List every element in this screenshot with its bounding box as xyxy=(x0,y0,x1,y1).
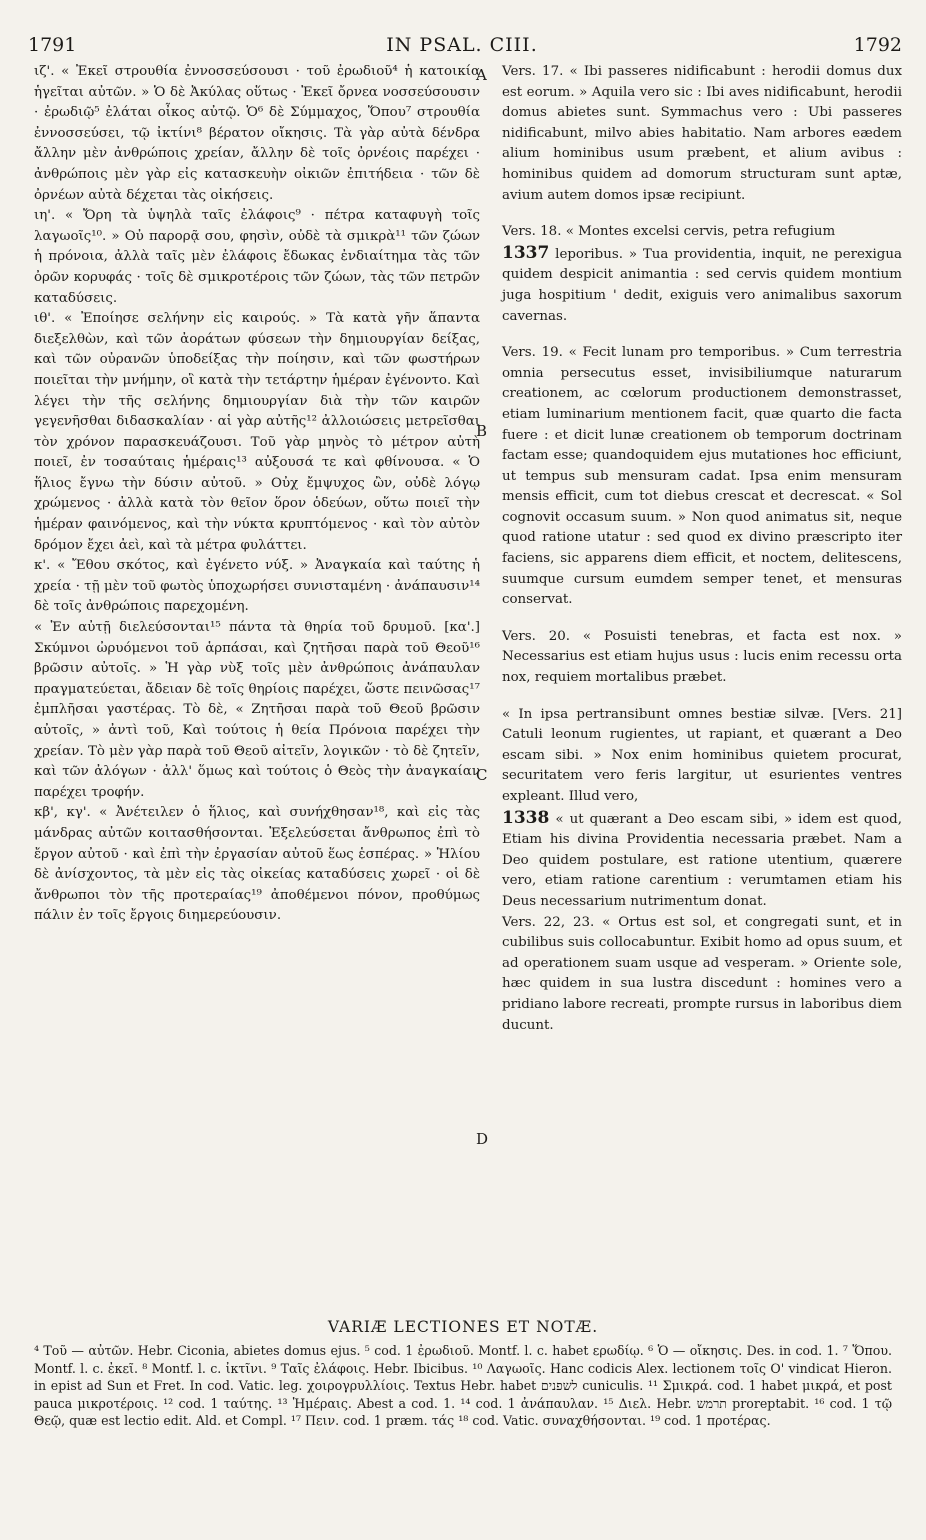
margin-letter-b: B xyxy=(476,422,488,440)
latin-text: « ut quærant a Deo escam sibi, » idem est quod, Etiam his divina Providentia necessaria præbet. Nam a Deo quidem postulare, est ratione utentium, quærere vero, etiam ratione carentium : verumtamen etiam his Deus necessarium nutrimentum donat. xyxy=(502,811,902,909)
latin-paragraph: Vers. 20. « Posuisti tenebras, et facta est nox. » Necessarius est etiam hujus usus : lucis enim recessu orta nox, requiem mortalibus præbet. xyxy=(502,628,902,686)
greek-paragraph: ιη'. « Ὄρη τὰ ὑψηλὰ ταῖς ἐλάφοις⁹ · πέτρα καταφυγὴ τοῖς λαγωοῖς¹⁰. » Οὐ παρορᾷ σου, φησὶν, οὐδὲ τὰ σμικρὰ¹¹ τῶν ζώων ἡ πρόνοια, ἀλλὰ ταῖς μὲν ἐλάφοις ἔδωκας ἐνδιαίτημα τὰς τῶν ὀρῶν κορυφάς · τοῖς δὲ σμικροτέροις τῶν ζώων, τὰς τῶν πετρῶν καταδύσεις. xyxy=(34,208,480,306)
page-number-right: 1792 xyxy=(853,34,902,56)
greek-paragraph: κ'. « Ἔθου σκότος, καὶ ἐγένετο νύξ. » Ἀναγκαία καὶ ταύτης ἡ χρεία · τῇ μὲν τοῦ φωτὸς ὑποχωρήσει συνισταμένη · ἀνάπαυσιν¹⁴ δὲ τοῖς ἀνθρώποις παρεχομένη. xyxy=(34,558,480,615)
latin-paragraph xyxy=(502,243,902,327)
greek-paragraph: ιθ'. « Ἐποίησε σελήνην εἰς καιρούς. » Τὰ κατὰ γῆν ἅπαντα διεξελθὼν, καὶ τῶν ἀοράτων φύσεων τὴν δημιουργίαν δείξας, καὶ τῶν οὐρανῶν ὑποδείξας τὴν ποίησιν, καὶ τῶν φωστήρων ποιεῖται τὴν μνήμην, οἳ κατὰ τὴν τετάρτην ἡμέραν ἐγένοντο. Καὶ λέγει τὴν τῆς σελήνης δημιουργίαν διὰ τὴν τῶν καιρῶν γεγενῆσθαι διδασκαλίαν · αἱ γὰρ αὐτῆς¹² ἀλλοιώσεις μετρεῖσθαι τὸν χρόνον παρασκευάζουσι. Τοῦ γὰρ μηνὸς τὸ μέτρον αὐτὴ ποιεῖ, ἐν τοσαύταις ἡμέραις¹³ αὐξουσά τε καὶ φθίνουσα. « Ὁ ἥλιος ἔγνω τὴν δύσιν αὐτοῦ. » Οὐχ ἔμψυχος ὢν, οὐδὲ λόγῳ χρώμενος · ἀλλὰ κατὰ τὸν θεῖον ὅρον ὁδεύων, οὕτω ποιεῖ τὴν ἡμέραν φαινόμενος, καὶ τὴν νύκτα κρυπτόμενος · καὶ τὸν αὐτὸν δρόμον ἔχει ἀεὶ, καὶ τὰ μέτρα φυλάττει. xyxy=(34,311,480,553)
page-marker: 1337 xyxy=(502,242,550,263)
latin-paragraph: Vers. 19. « Fecit lunam pro temporibus. » Cum terrestria omnia persecutus esset, invisibiliumque naturarum creationem, ac cœlorum productionem demonstrasset, etiam luminarium mentionem facit, quæ quarto die facta fuere : et dicit lunæ creationem ob temporum doctrinam factam esse; quandoquidem ejus mutationes hoc efficiunt, ut tempus sub mensuram cadat. Ipsa enim mensuram mensis efficit, cum tot diebus crescat et decrescat. « Sol cognovit occasum suum. » Non quod animatus sit, neque quod ratione utatur : sed quod ex divino præscripto iter faciens, sic apparens diem efficit, et noctem, delitescens, suumque cursum eumdem semper tenet, et mensuras conservat. xyxy=(502,345,902,608)
latin-paragraph: Vers. 17. « Ibi passeres nidificabunt : herodii domus dux est eorum. » Aquila vero sic : Ibi aves nidificabunt, herodii domus abietes sunt. Symmachus vero : Ubi passeres nidificabunt, milvo abies habitatio. Nam arbores eædem alium hominibus usum præbent, et alium avibus : hominibus quidem ad domorum structuram sunt aptæ, avium autem domos ipsæ recipiunt. xyxy=(502,64,902,203)
running-header xyxy=(22,34,902,60)
latin-text: leporibus. » Tua providentia, inquit, ne perexigua quidem despicit animantia : sed cervis quidem montium juga hospitium ' dedit, exiguis vero animalibus saxorum cavernas. xyxy=(502,246,902,324)
greek-paragraph: κβ', κγ'. « Ἀνέτειλεν ὁ ἥλιος, καὶ συνήχθησαν¹⁸, καὶ εἰς τὰς μάνδρας αὐτῶν κοιτασθήσονται. Ἐξελεύσεται ἄνθρωπος ἐπὶ τὸ ἔργον αὐτοῦ · καὶ ἐπὶ τὴν ἐργασίαν αὐτοῦ ἕως ἑσπέρας. » Ἡλίου δὲ ἀνίσχοντος, τὰ μὲν εἰς τὰς οἰκείας καταδύσεις χωρεῖ · οἱ δὲ ἄνθρωποι τὸν τῆς προτεραίας¹⁹ ἀποθέμενοι πόνον, προθύμως πάλιν ἐν τοῖς ἔργοις διημερεύουσιν. xyxy=(34,805,480,924)
footnotes-body: ⁴ Τοῦ — αὐτῶν. Hebr. Ciconia, abietes domus ejus. ⁵ cod. 1 ἐρωδιοῦ. Montf. l. c. habet ερωδίῳ. ⁶ Ὁ — οἴκησις. Des. in cod. 1. ⁷ Ὅπου. Montf. l. c. ἐκεῖ. ⁸ Montf. l. c. ἰκτῖνι. ⁹ Ταῖς ἐλάφοις. Hebr. Ibicibus. ¹⁰ Λαγωοῖς. Hanc codicis Alex. lectionem τοῖς O' vindicat Hieron. in epist ad Sun et Fret. In cod. Vatic. leg. χοιρογρυλλίοις. Textus Hebr. habet לשפנים cuniculis. ¹¹ Σμικρά. cod. 1 habet μικρά, et post pauca μικροτέροις. ¹² cod. 1 ταύτης. ¹³ Ἡμέραις. Abest a cod. 1. ¹⁴ cod. 1 ἀνάπαυλαν. ¹⁵ Διελ. Hebr. תרמש proreptabit. ¹⁶ cod. 1 τῷ Θεῷ, quæ est lectio edit. Ald. et Compl. ¹⁷ Πειν. cod. 1 præm. τάς ¹⁸ cod. Vatic. συναχθήσονται. ¹⁹ cod. 1 προτέρας. xyxy=(34,1343,893,1428)
page-number-left: 1791 xyxy=(28,34,77,56)
latin-paragraph: Vers. 18. « Montes excelsi cervis, petra refugium xyxy=(502,224,836,240)
latin-column xyxy=(502,62,902,1036)
greek-column xyxy=(34,62,480,927)
margin-letter-d: D xyxy=(476,1130,489,1148)
margin-letter-c: C xyxy=(476,766,488,784)
latin-paragraph: Vers. 22, 23. « Ortus est sol, et congregati sunt, et in cubilibus suis collocabuntur. Exibit homo ad opus suum, et ad operationem suam usque ad vesperam. » Oriente sole, hæc quidem in sua lustra discedunt : homines vero a pridiano labore recreati, prompte rursus in laboribus diem ducunt. xyxy=(502,914,902,1033)
running-title: IN PSAL. CIII. xyxy=(386,34,538,56)
greek-paragraph: « Ἐν αὐτῇ διελεύσονται¹⁵ πάντα τὰ θηρία τοῦ δρυμοῦ. [κα'.] Σκύμνοι ὠρυόμενοι τοῦ ἁρπάσαι, καὶ ζητῆσαι παρὰ τοῦ Θεοῦ¹⁶ βρῶσιν αὐτοῖς. » Ἡ γὰρ νὺξ τοῖς μὲν ἀνθρώποις ἀνάπαυλαν πραγματεύεται, ἄδειαν δὲ τοῖς θηρίοις παρέχει, ὥστε πεινῶσας¹⁷ ἐμπλῆσαι γαστέρας. Τὸ δὲ, « Ζητῆσαι παρὰ τοῦ Θεοῦ βρῶσιν αὐτοῖς, » ἀντὶ τοῦ, Καὶ τούτοις ἡ θεία Πρόνοια παρέχει τὴν χρείαν. Τὸ μὲν γὰρ παρὰ τοῦ Θεοῦ αἰτεῖν, λογικῶν · τὸ δὲ ζητεῖν, καὶ τῶν ἀλόγων · ἀλλ' ὅμως καὶ τούτοις ὁ Θεὸς τὴν ἀναγκαίαν παρέχει τροφήν. xyxy=(34,620,480,800)
latin-paragraph xyxy=(502,808,902,913)
margin-letter-a: A xyxy=(476,66,487,84)
latin-paragraph: « In ipsa pertransibunt omnes bestiæ silvæ. [Vers. 21] Catuli leonum rugientes, ut rapiant, et quærant a Deo escam sibi. » Nox enim hominibus quietem procurat, securitatem vero feris largitur, ut esurientes ventres expleant. Illud vero, xyxy=(502,706,902,804)
page-marker: 1338 xyxy=(502,807,550,828)
footnotes xyxy=(34,1318,892,1430)
greek-paragraph: ιζ'. « Ἐκεῖ στρουθία ἐννοσσεύσουσι · τοῦ ἐρωδιοῦ⁴ ἡ κατοικία ἡγεῖται αὐτῶν. » Ὁ δὲ Ἀκύλας οὕτως · Ἐκεῖ ὄρνεα νοσσεύσουσιν · ἐρωδιῷ⁵ ἐλάται οἶκος αὐτῷ. Ὁ⁶ δὲ Σύμμαχος, Ὅπου⁷ στρουθία ἐννοσσεύσει, τῷ ἰκτίνι⁸ βέρατον οἴκησις. Τὰ γὰρ αὐτὰ δένδρα ἄλλην μὲν ἀνθρώποις χρείαν, ἄλλην δὲ τοῖς ὀρνέοις παρέχει · ἀνθρώποις μὲν γὰρ εἰς κατασκευὴν οἰκιῶν ἐπιτήδεια · τῶν δὲ ὀρνέων αὐτὰ δέχεται τὰς οἰκήσεις. xyxy=(34,64,480,203)
footnotes-title: VARIÆ LECTIONES ET NOTÆ. xyxy=(327,1318,599,1336)
text-columns xyxy=(22,62,900,1312)
